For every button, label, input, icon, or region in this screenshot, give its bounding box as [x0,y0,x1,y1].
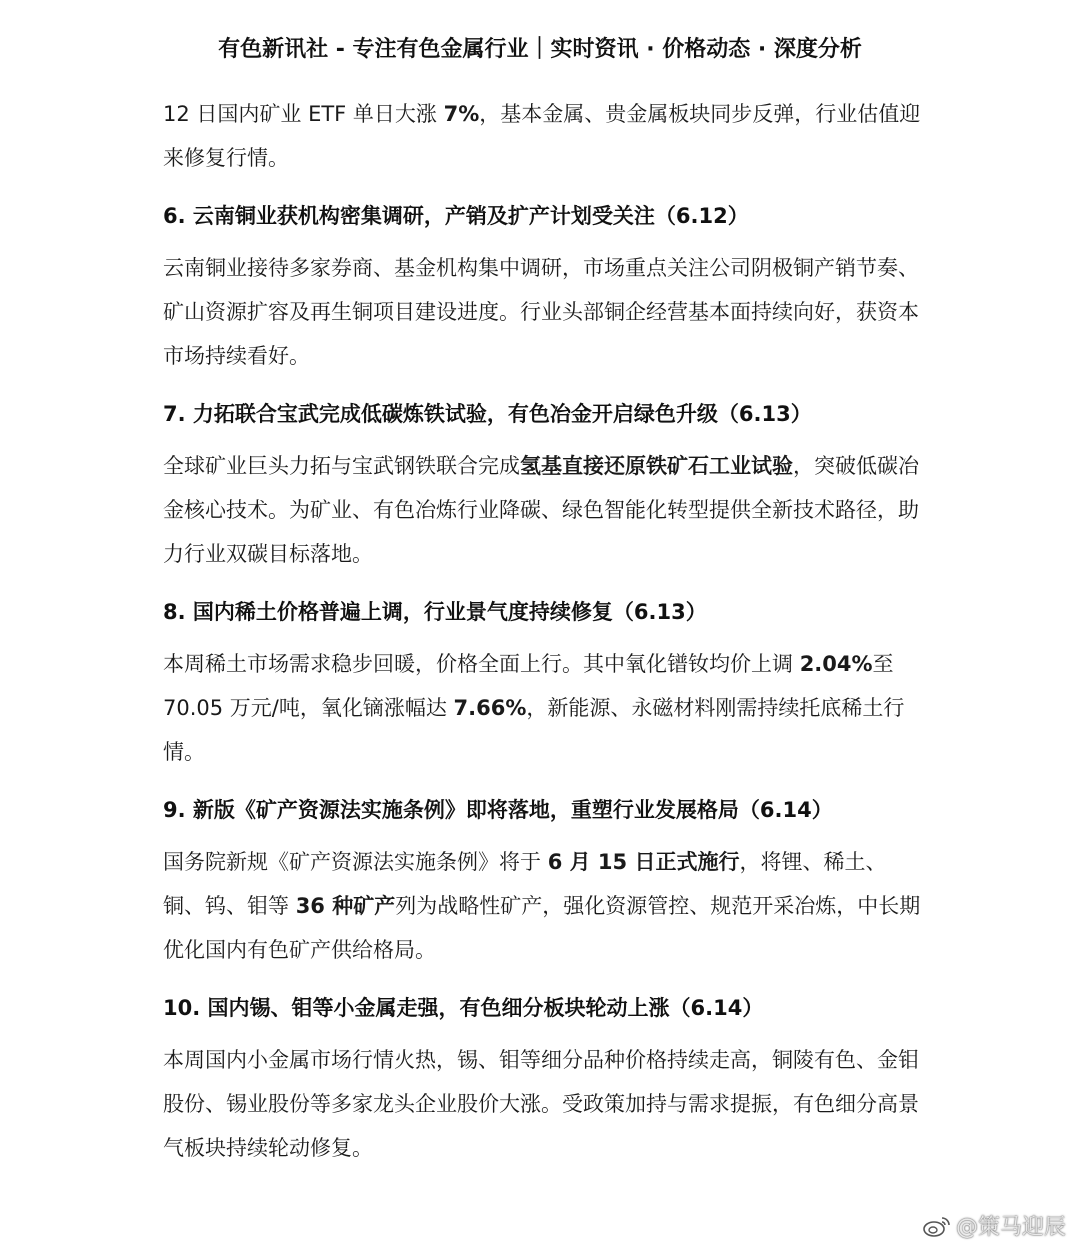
section-heading: 8. 国内稀土价格普遍上调，行业景气度持续修复（6.13） [163,600,707,624]
text-span: ，将锂、稀土、铜、钨、钼等 [163,850,887,918]
bold-text-span: 36 种矿产 [295,894,396,918]
article-body [163,92,923,1170]
text-span: 本周稀土市场需求稳步回暖，价格全面上行。其中氧化镨钕均价上调 [163,652,800,676]
text-span: 12 日国内矿业 ETF 单日大涨 [163,102,444,126]
bold-text-span: 氢基直接还原铁矿石工业试验 [520,454,793,478]
page-header: 有色新讯社 - 专注有色金属行业｜实时资讯 · 价格动态 · 深度分析 [218,37,862,62]
section-paragraph [163,642,923,774]
text-span: 本周国内小金属市场行情火热，锡、钼等细分品种价格持续走高，铜陵有色、金钼股份、锡业股份等多家龙头企业股价大涨。受政策加持与需求提振，有色细分高景气板块持续轮动修复。 [163,1048,919,1160]
news-section [163,972,923,1170]
weibo-icon [922,1214,952,1238]
section-paragraph [163,246,923,378]
section-heading: 9. 新版《矿产资源法实施条例》即将落地，重塑行业发展格局（6.14） [163,798,833,822]
news-section [163,378,923,576]
news-section [163,180,923,378]
bold-text-span: 7% [443,102,480,126]
bold-text-span: 2.04% [799,652,873,676]
bold-text-span: 6 月 15 日正式施行 [547,850,740,874]
text-span: ，基本金属、贵金属板块同步反弹，行业估值迎来修复行情。 [163,102,921,170]
intro-paragraph [163,92,923,180]
text-span: ，突破低碳冶金核心技术。为矿业、有色冶炼行业降碳、绿色智能化转型提供全新技术路径，助力行业双碳目标落地。 [163,454,919,566]
news-section [163,576,923,774]
text-span: ，新能源、永磁材料刚需持续托底稀土行情。 [163,696,905,764]
section-heading: 7. 力拓联合宝武完成低碳炼铁试验，有色冶金开启绿色升级（6.13） [163,402,812,426]
text-span: 全球矿业巨头力拓与宝武钢铁联合完成 [163,454,520,478]
section-paragraph [163,840,923,972]
news-sections [163,180,923,1170]
news-section [163,774,923,972]
watermark [922,1210,1066,1241]
text-span: 国务院新规《矿产资源法实施条例》将于 [163,850,548,874]
text-span: 至 70.05 万元/吨，氧化镝涨幅达 [163,652,894,720]
bold-text-span: 7.66% [453,696,527,720]
watermark-text: @策马迎辰 [955,1215,1066,1240]
text-span: 列为战略性矿产，强化资源管控、规范开采冶炼，中长期优化国内有色矿产供给格局。 [163,894,921,962]
text-span: 云南铜业接待多家券商、基金机构集中调研，市场重点关注公司阴极铜产销节奏、矿山资源扩容及再生铜项目建设进度。行业头部铜企经营基本面持续向好，获资本市场持续看好。 [163,256,919,368]
section-heading: 10. 国内锡、钼等小金属走强，有色细分板块轮动上涨（6.14） [163,996,764,1020]
section-heading: 6. 云南铜业获机构密集调研，产销及扩产计划受关注（6.12） [163,204,749,228]
section-paragraph [163,444,923,576]
section-paragraph [163,1038,923,1170]
